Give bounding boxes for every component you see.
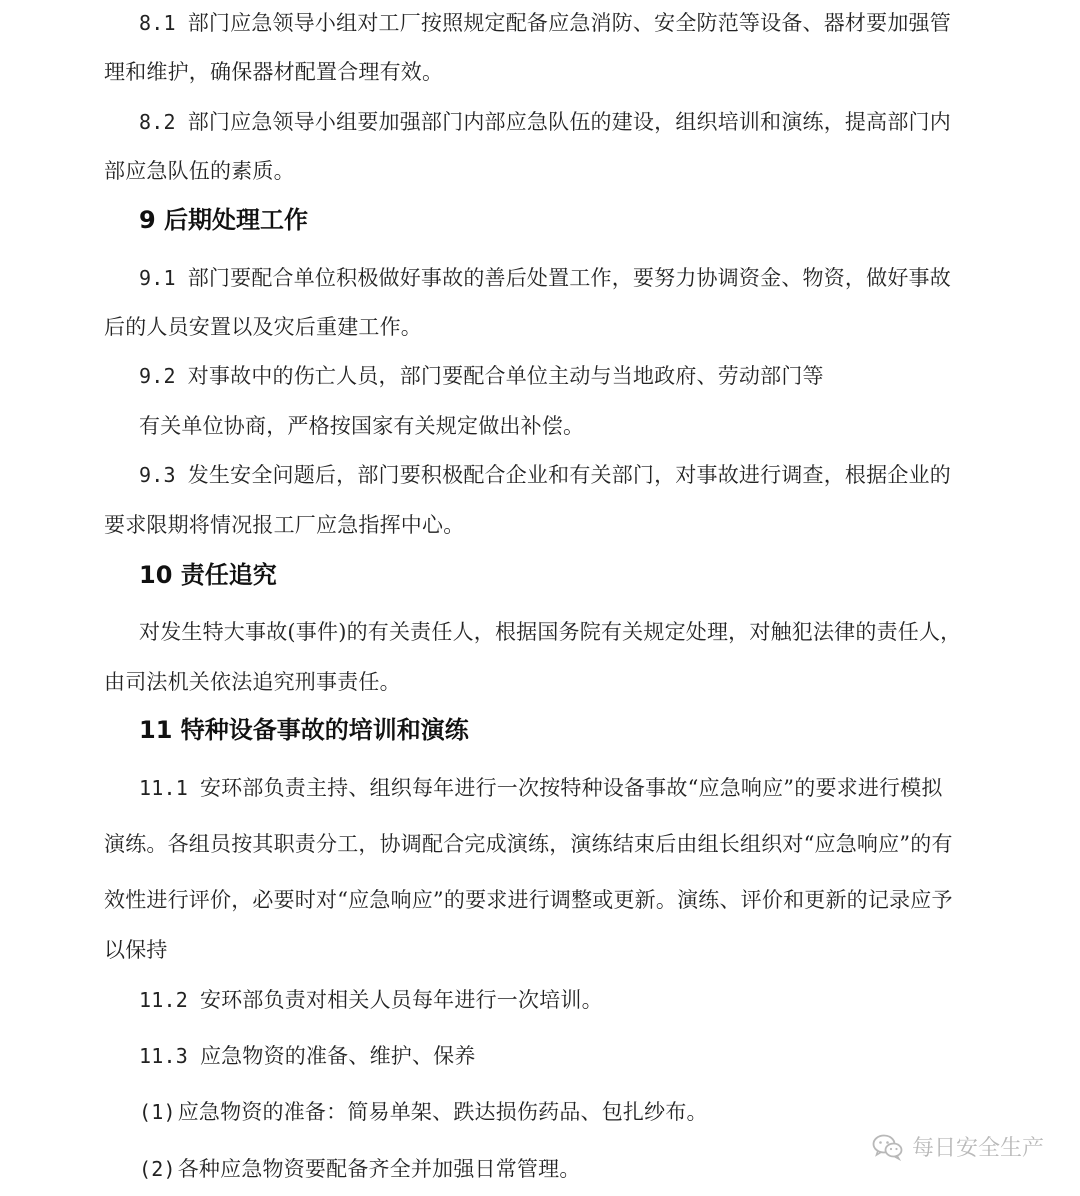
list-item-text: 各种应急物资要配备齐全并加强日常管理。 [177,1157,581,1181]
paragraph-11-1-line-4: 以保持 [104,938,168,962]
paragraph-8-2-line-2: 部应急队伍的素质。 [104,159,295,183]
clause-number: 9.2 [139,364,176,388]
paragraph-11-1-line-1 [139,774,984,802]
paragraph-text: 部门要配合单位积极做好事故的善后处置工作，要努力协调资金、物资，做好事故 [187,266,951,290]
paragraph-text: 安环部负责对相关人员每年进行一次培训。 [199,988,603,1012]
clause-number: 9.1 [139,266,176,290]
paragraph-text: 对事故中的伤亡人员，部门要配合单位主动与当地政府、劳动部门等 [187,364,824,388]
paragraph-10-line-2: 由司法机关依法追究刑事责任。 [104,670,401,694]
watermark-text: 每日安全生产 [911,1136,1044,1161]
wechat-icon [872,1133,904,1161]
section-heading-9: 9 后期处理工作 [139,206,309,234]
list-item-2 [139,1155,984,1183]
paragraph-text: 部门应急领导小组要加强部门内部应急队伍的建设，组织培训和演练，提高部门内 [187,110,951,134]
paragraph-11-3 [139,1042,984,1070]
clause-number: 9.3 [139,463,176,487]
paragraph-9-2-line-2: 有关单位协商，严格按国家有关规定做出补偿。 [139,414,585,438]
paragraph-10-line-1: 对发生特大事故(事件)的有关责任人，根据国务院有关规定处理，对触犯法律的责任人， [139,620,962,644]
paragraph-9-3-line-2: 要求限期将情况报工厂应急指挥中心。 [104,513,465,537]
paragraph-8-1-line-2: 理和维护，确保器材配置合理有效。 [104,60,444,84]
paragraph-9-1-line-2: 后的人员安置以及灾后重建工作。 [104,315,422,339]
paragraph-text: 部门应急领导小组对工厂按照规定配备应急消防、安全防范等设备、器材要加强管 [187,11,951,35]
paragraph-9-1-line-1 [139,264,984,292]
section-heading-11: 11 特种设备事故的培训和演练 [139,716,469,744]
clause-number: 11.2 [139,988,188,1012]
watermark [872,1131,1044,1162]
paragraph-9-3-line-1 [139,461,984,489]
list-item-1 [139,1098,984,1126]
paragraph-9-2-line-1 [139,362,984,390]
paragraph-11-1-line-2: 演练。各组员按其职责分工，协调配合完成演练，演练结束后由组长组织对“应急响应”的有 [104,832,953,856]
section-heading-10: 10 责任追究 [139,561,277,589]
paragraph-11-1-line-3: 效性进行评价，必要时对“应急响应”的要求进行调整或更新。演练、评价和更新的记录应予 [104,888,953,912]
clause-number: 8.2 [139,110,176,134]
paragraph-8-1-line-1 [139,9,984,37]
list-item-number: (2) [139,1157,176,1181]
paragraph-8-2-line-1 [139,108,984,136]
list-item-text: 应急物资的准备：简易单架、跌达损伤药品、包扎纱布。 [177,1100,708,1124]
list-item-number: (1) [139,1100,176,1124]
clause-number: 11.3 [139,1044,188,1068]
paragraph-11-2 [139,986,984,1014]
paragraph-text: 发生安全问题后，部门要积极配合企业和有关部门，对事故进行调查，根据企业的 [187,463,951,487]
paragraph-text: 安环部负责主持、组织每年进行一次按特种设备事故“应急响应”的要求进行模拟 [199,776,943,800]
clause-number: 11.1 [139,776,188,800]
clause-number: 8.1 [139,11,176,35]
paragraph-text: 应急物资的准备、维护、保养 [199,1044,476,1068]
